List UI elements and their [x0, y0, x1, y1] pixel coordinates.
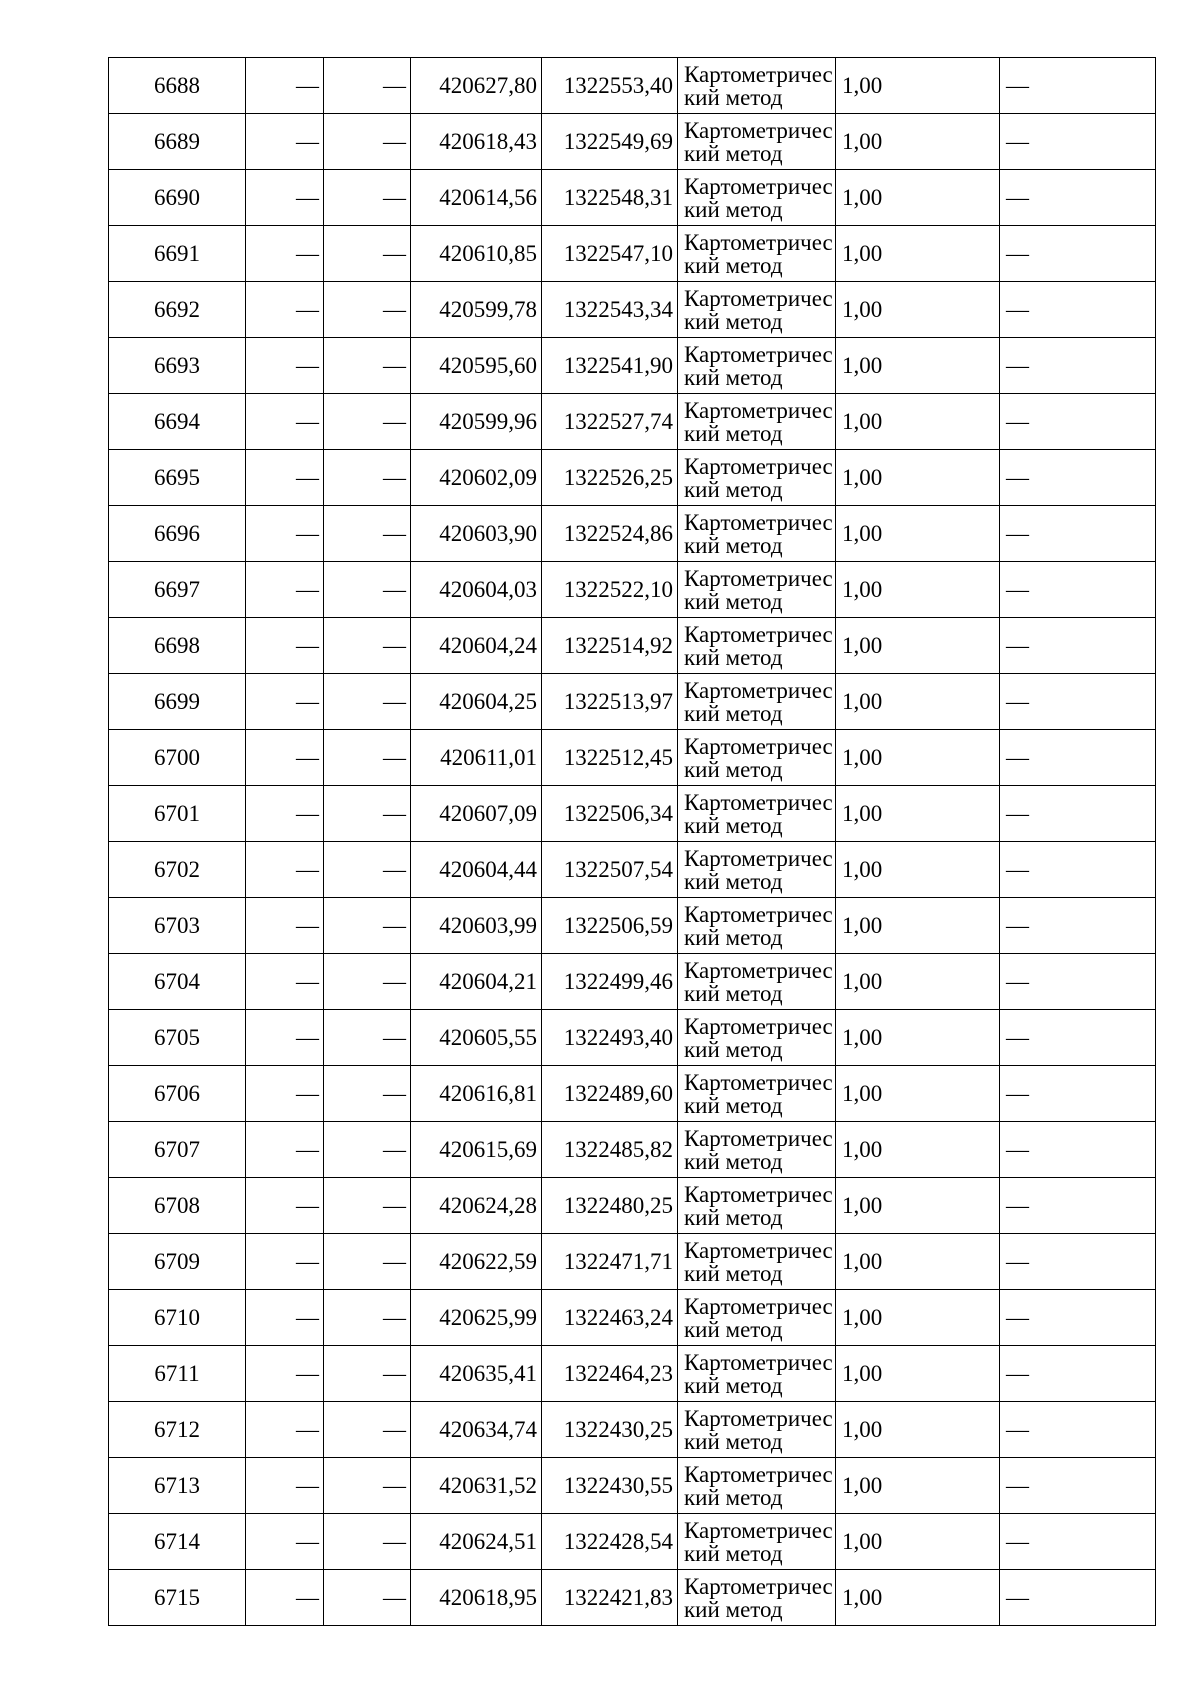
description-cell: — [1000, 394, 1156, 450]
empty-value-cell: — [246, 1234, 324, 1290]
empty-value-cell: — [246, 282, 324, 338]
y-coordinate-cell: 1322499,46 [542, 954, 678, 1010]
y-coordinate-cell: 1322526,25 [542, 450, 678, 506]
precision-cell: 1,00 [836, 954, 1000, 1010]
precision-cell: 1,00 [836, 338, 1000, 394]
empty-value-cell: — [324, 1514, 411, 1570]
precision-cell: 1,00 [836, 1178, 1000, 1234]
table-row [109, 674, 1156, 730]
point-number-cell: 6688 [109, 58, 246, 114]
description-cell: — [1000, 1402, 1156, 1458]
empty-value-cell: — [246, 58, 324, 114]
point-number-cell: 6706 [109, 1066, 246, 1122]
method-cell: Картометрический метод [678, 618, 836, 674]
empty-value-cell: — [324, 1458, 411, 1514]
description-cell: — [1000, 898, 1156, 954]
point-number-cell: 6703 [109, 898, 246, 954]
precision-cell: 1,00 [836, 562, 1000, 618]
empty-value-cell: — [246, 170, 324, 226]
x-coordinate-cell: 420604,24 [411, 618, 542, 674]
table-row [109, 338, 1156, 394]
precision-cell: 1,00 [836, 618, 1000, 674]
x-coordinate-cell: 420616,81 [411, 1066, 542, 1122]
table-row [109, 1458, 1156, 1514]
empty-value-cell: — [324, 1234, 411, 1290]
precision-cell: 1,00 [836, 1010, 1000, 1066]
x-coordinate-cell: 420624,28 [411, 1178, 542, 1234]
method-cell: Картометрический метод [678, 954, 836, 1010]
y-coordinate-cell: 1322547,10 [542, 226, 678, 282]
method-cell: Картометрический метод [678, 394, 836, 450]
precision-cell: 1,00 [836, 114, 1000, 170]
empty-value-cell: — [246, 338, 324, 394]
x-coordinate-cell: 420635,41 [411, 1346, 542, 1402]
empty-value-cell: — [246, 1290, 324, 1346]
empty-value-cell: — [324, 506, 411, 562]
point-number-cell: 6711 [109, 1346, 246, 1402]
empty-value-cell: — [246, 1122, 324, 1178]
description-cell: — [1000, 338, 1156, 394]
y-coordinate-cell: 1322543,34 [542, 282, 678, 338]
table-row [109, 618, 1156, 674]
table-row [109, 1402, 1156, 1458]
empty-value-cell: — [324, 1010, 411, 1066]
precision-cell: 1,00 [836, 1514, 1000, 1570]
description-cell: — [1000, 786, 1156, 842]
description-cell: — [1000, 1010, 1156, 1066]
y-coordinate-cell: 1322512,45 [542, 730, 678, 786]
empty-value-cell: — [324, 170, 411, 226]
method-cell: Картометрический метод [678, 1178, 836, 1234]
y-coordinate-cell: 1322513,97 [542, 674, 678, 730]
point-number-cell: 6708 [109, 1178, 246, 1234]
precision-cell: 1,00 [836, 226, 1000, 282]
x-coordinate-cell: 420599,78 [411, 282, 542, 338]
y-coordinate-cell: 1322524,86 [542, 506, 678, 562]
method-cell: Картометрический метод [678, 1234, 836, 1290]
table-row [109, 58, 1156, 114]
empty-value-cell: — [246, 114, 324, 170]
empty-value-cell: — [324, 58, 411, 114]
point-number-cell: 6710 [109, 1290, 246, 1346]
point-number-cell: 6702 [109, 842, 246, 898]
precision-cell: 1,00 [836, 1570, 1000, 1626]
method-cell: Картометрический метод [678, 842, 836, 898]
empty-value-cell: — [246, 450, 324, 506]
precision-cell: 1,00 [836, 1402, 1000, 1458]
point-number-cell: 6694 [109, 394, 246, 450]
empty-value-cell: — [246, 618, 324, 674]
method-cell: Картометрический метод [678, 1122, 836, 1178]
description-cell: — [1000, 562, 1156, 618]
x-coordinate-cell: 420599,96 [411, 394, 542, 450]
table-row [109, 1066, 1156, 1122]
table-row [109, 1346, 1156, 1402]
method-cell: Картометрический метод [678, 674, 836, 730]
method-cell: Картометрический метод [678, 170, 836, 226]
precision-cell: 1,00 [836, 1290, 1000, 1346]
precision-cell: 1,00 [836, 1234, 1000, 1290]
method-cell: Картометрический метод [678, 1066, 836, 1122]
method-cell: Картометрический метод [678, 114, 836, 170]
x-coordinate-cell: 420614,56 [411, 170, 542, 226]
method-cell: Картометрический метод [678, 282, 836, 338]
point-number-cell: 6714 [109, 1514, 246, 1570]
description-cell: — [1000, 842, 1156, 898]
description-cell: — [1000, 58, 1156, 114]
description-cell: — [1000, 1234, 1156, 1290]
y-coordinate-cell: 1322464,23 [542, 1346, 678, 1402]
empty-value-cell: — [246, 842, 324, 898]
method-cell: Картометрический метод [678, 226, 836, 282]
coordinates-table-body [109, 58, 1156, 1626]
empty-value-cell: — [324, 562, 411, 618]
y-coordinate-cell: 1322471,71 [542, 1234, 678, 1290]
point-number-cell: 6697 [109, 562, 246, 618]
point-number-cell: 6698 [109, 618, 246, 674]
y-coordinate-cell: 1322507,54 [542, 842, 678, 898]
y-coordinate-cell: 1322553,40 [542, 58, 678, 114]
empty-value-cell: — [324, 786, 411, 842]
table-row [109, 954, 1156, 1010]
description-cell: — [1000, 226, 1156, 282]
empty-value-cell: — [246, 562, 324, 618]
point-number-cell: 6696 [109, 506, 246, 562]
precision-cell: 1,00 [836, 58, 1000, 114]
method-cell: Картометрический метод [678, 1402, 836, 1458]
point-number-cell: 6713 [109, 1458, 246, 1514]
y-coordinate-cell: 1322506,59 [542, 898, 678, 954]
table-row [109, 226, 1156, 282]
empty-value-cell: — [324, 674, 411, 730]
table-row [109, 1514, 1156, 1570]
empty-value-cell: — [246, 506, 324, 562]
x-coordinate-cell: 420610,85 [411, 226, 542, 282]
x-coordinate-cell: 420611,01 [411, 730, 542, 786]
empty-value-cell: — [324, 1570, 411, 1626]
empty-value-cell: — [324, 954, 411, 1010]
y-coordinate-cell: 1322421,83 [542, 1570, 678, 1626]
description-cell: — [1000, 282, 1156, 338]
table-row [109, 786, 1156, 842]
point-number-cell: 6699 [109, 674, 246, 730]
y-coordinate-cell: 1322430,25 [542, 1402, 678, 1458]
empty-value-cell: — [324, 114, 411, 170]
method-cell: Картометрический метод [678, 450, 836, 506]
empty-value-cell: — [324, 226, 411, 282]
precision-cell: 1,00 [836, 1458, 1000, 1514]
x-coordinate-cell: 420607,09 [411, 786, 542, 842]
empty-value-cell: — [246, 898, 324, 954]
description-cell: — [1000, 1570, 1156, 1626]
description-cell: — [1000, 730, 1156, 786]
point-number-cell: 6691 [109, 226, 246, 282]
point-number-cell: 6700 [109, 730, 246, 786]
table-row [109, 450, 1156, 506]
table-row [109, 562, 1156, 618]
empty-value-cell: — [246, 1514, 324, 1570]
description-cell: — [1000, 114, 1156, 170]
point-number-cell: 6701 [109, 786, 246, 842]
point-number-cell: 6715 [109, 1570, 246, 1626]
description-cell: — [1000, 1178, 1156, 1234]
x-coordinate-cell: 420603,99 [411, 898, 542, 954]
method-cell: Картометрический метод [678, 898, 836, 954]
precision-cell: 1,00 [836, 450, 1000, 506]
empty-value-cell: — [324, 338, 411, 394]
empty-value-cell: — [324, 730, 411, 786]
empty-value-cell: — [246, 1458, 324, 1514]
method-cell: Картометрический метод [678, 58, 836, 114]
y-coordinate-cell: 1322430,55 [542, 1458, 678, 1514]
table-row [109, 842, 1156, 898]
y-coordinate-cell: 1322541,90 [542, 338, 678, 394]
y-coordinate-cell: 1322485,82 [542, 1122, 678, 1178]
y-coordinate-cell: 1322489,60 [542, 1066, 678, 1122]
description-cell: — [1000, 1122, 1156, 1178]
description-cell: — [1000, 1458, 1156, 1514]
table-row [109, 1234, 1156, 1290]
precision-cell: 1,00 [836, 506, 1000, 562]
empty-value-cell: — [324, 842, 411, 898]
y-coordinate-cell: 1322527,74 [542, 394, 678, 450]
method-cell: Картометрический метод [678, 338, 836, 394]
x-coordinate-cell: 420604,03 [411, 562, 542, 618]
empty-value-cell: — [324, 1346, 411, 1402]
precision-cell: 1,00 [836, 898, 1000, 954]
empty-value-cell: — [246, 786, 324, 842]
table-row [109, 1122, 1156, 1178]
description-cell: — [1000, 674, 1156, 730]
precision-cell: 1,00 [836, 394, 1000, 450]
empty-value-cell: — [324, 1122, 411, 1178]
point-number-cell: 6693 [109, 338, 246, 394]
empty-value-cell: — [246, 1346, 324, 1402]
y-coordinate-cell: 1322506,34 [542, 786, 678, 842]
x-coordinate-cell: 420634,74 [411, 1402, 542, 1458]
point-number-cell: 6690 [109, 170, 246, 226]
x-coordinate-cell: 420615,69 [411, 1122, 542, 1178]
empty-value-cell: — [324, 450, 411, 506]
method-cell: Картометрический метод [678, 1458, 836, 1514]
empty-value-cell: — [246, 954, 324, 1010]
description-cell: — [1000, 1346, 1156, 1402]
empty-value-cell: — [246, 1570, 324, 1626]
table-row [109, 170, 1156, 226]
table-row [109, 1570, 1156, 1626]
empty-value-cell: — [324, 1178, 411, 1234]
precision-cell: 1,00 [836, 1346, 1000, 1402]
empty-value-cell: — [246, 1010, 324, 1066]
empty-value-cell: — [324, 282, 411, 338]
y-coordinate-cell: 1322514,92 [542, 618, 678, 674]
empty-value-cell: — [246, 1178, 324, 1234]
empty-value-cell: — [324, 618, 411, 674]
precision-cell: 1,00 [836, 786, 1000, 842]
table-row [109, 394, 1156, 450]
x-coordinate-cell: 420627,80 [411, 58, 542, 114]
y-coordinate-cell: 1322549,69 [542, 114, 678, 170]
point-number-cell: 6707 [109, 1122, 246, 1178]
method-cell: Картометрический метод [678, 730, 836, 786]
method-cell: Картометрический метод [678, 1010, 836, 1066]
x-coordinate-cell: 420604,21 [411, 954, 542, 1010]
precision-cell: 1,00 [836, 282, 1000, 338]
y-coordinate-cell: 1322522,10 [542, 562, 678, 618]
x-coordinate-cell: 420603,90 [411, 506, 542, 562]
point-number-cell: 6709 [109, 1234, 246, 1290]
description-cell: — [1000, 1290, 1156, 1346]
point-number-cell: 6712 [109, 1402, 246, 1458]
method-cell: Картометрический метод [678, 786, 836, 842]
description-cell: — [1000, 618, 1156, 674]
y-coordinate-cell: 1322480,25 [542, 1178, 678, 1234]
x-coordinate-cell: 420602,09 [411, 450, 542, 506]
method-cell: Картометрический метод [678, 1514, 836, 1570]
precision-cell: 1,00 [836, 842, 1000, 898]
x-coordinate-cell: 420631,52 [411, 1458, 542, 1514]
description-cell: — [1000, 954, 1156, 1010]
precision-cell: 1,00 [836, 1122, 1000, 1178]
point-number-cell: 6692 [109, 282, 246, 338]
empty-value-cell: — [324, 898, 411, 954]
point-number-cell: 6705 [109, 1010, 246, 1066]
empty-value-cell: — [324, 1402, 411, 1458]
precision-cell: 1,00 [836, 1066, 1000, 1122]
table-row [109, 1290, 1156, 1346]
empty-value-cell: — [246, 674, 324, 730]
empty-value-cell: — [246, 1402, 324, 1458]
y-coordinate-cell: 1322548,31 [542, 170, 678, 226]
method-cell: Картометрический метод [678, 562, 836, 618]
x-coordinate-cell: 420624,51 [411, 1514, 542, 1570]
method-cell: Картометрический метод [678, 1346, 836, 1402]
table-row [109, 506, 1156, 562]
description-cell: — [1000, 450, 1156, 506]
description-cell: — [1000, 170, 1156, 226]
empty-value-cell: — [246, 1066, 324, 1122]
x-coordinate-cell: 420618,43 [411, 114, 542, 170]
point-number-cell: 6689 [109, 114, 246, 170]
table-row [109, 1010, 1156, 1066]
description-cell: — [1000, 1066, 1156, 1122]
coordinates-table [108, 57, 1156, 1626]
point-number-cell: 6704 [109, 954, 246, 1010]
x-coordinate-cell: 420604,25 [411, 674, 542, 730]
empty-value-cell: — [324, 1066, 411, 1122]
description-cell: — [1000, 1514, 1156, 1570]
precision-cell: 1,00 [836, 674, 1000, 730]
table-row [109, 1178, 1156, 1234]
table-row [109, 730, 1156, 786]
y-coordinate-cell: 1322493,40 [542, 1010, 678, 1066]
empty-value-cell: — [246, 730, 324, 786]
x-coordinate-cell: 420595,60 [411, 338, 542, 394]
point-number-cell: 6695 [109, 450, 246, 506]
description-cell: — [1000, 506, 1156, 562]
table-row [109, 114, 1156, 170]
precision-cell: 1,00 [836, 170, 1000, 226]
x-coordinate-cell: 420618,95 [411, 1570, 542, 1626]
empty-value-cell: — [324, 1290, 411, 1346]
table-row [109, 282, 1156, 338]
empty-value-cell: — [324, 394, 411, 450]
y-coordinate-cell: 1322428,54 [542, 1514, 678, 1570]
method-cell: Картометрический метод [678, 506, 836, 562]
empty-value-cell: — [246, 226, 324, 282]
precision-cell: 1,00 [836, 730, 1000, 786]
y-coordinate-cell: 1322463,24 [542, 1290, 678, 1346]
x-coordinate-cell: 420605,55 [411, 1010, 542, 1066]
empty-value-cell: — [246, 394, 324, 450]
table-row [109, 898, 1156, 954]
x-coordinate-cell: 420604,44 [411, 842, 542, 898]
x-coordinate-cell: 420622,59 [411, 1234, 542, 1290]
x-coordinate-cell: 420625,99 [411, 1290, 542, 1346]
method-cell: Картометрический метод [678, 1570, 836, 1626]
method-cell: Картометрический метод [678, 1290, 836, 1346]
